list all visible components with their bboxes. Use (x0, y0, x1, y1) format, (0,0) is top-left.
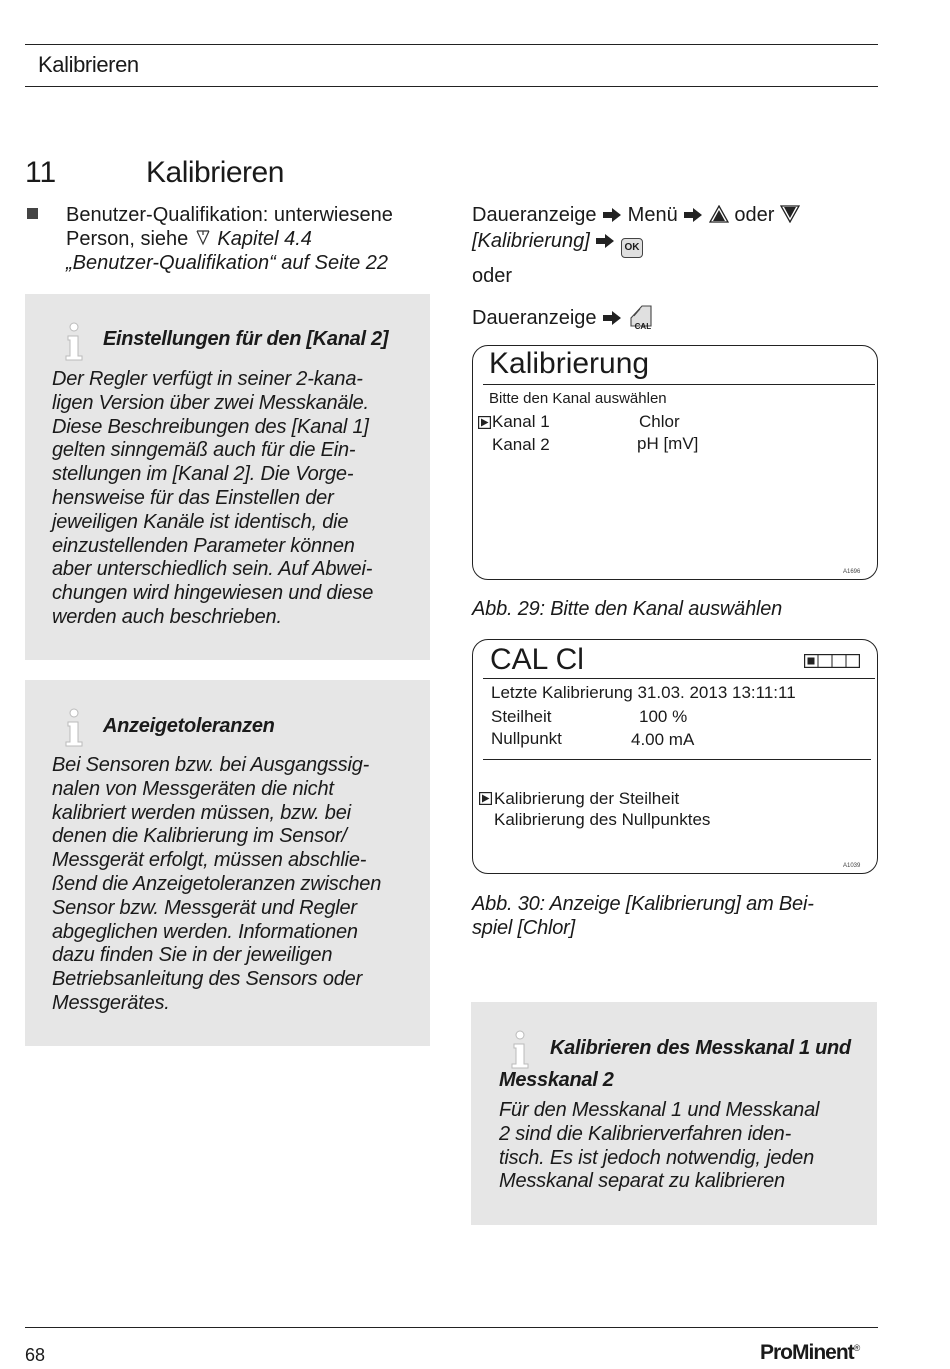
figure-code: A1696 (843, 569, 861, 575)
header-bottom-rule (25, 86, 878, 87)
figure-30-caption (472, 892, 814, 940)
nav-daueranzeige: Daueranzeige (472, 204, 597, 226)
info-icon (61, 322, 87, 362)
note-line: jeweiligen Kanäle ist identisch, die (52, 510, 349, 533)
note-box-measuring-channels (471, 1002, 877, 1225)
note-box-channel2 (25, 294, 430, 660)
nav-menu: Menü (627, 204, 678, 226)
note-body (52, 368, 422, 630)
down-key-icon (780, 205, 800, 229)
channel-2-label[interactable]: Kanal 2 (492, 435, 550, 454)
header-top-rule (25, 44, 878, 45)
qualification-block (66, 203, 436, 275)
brand-name: ProMinent (760, 1341, 854, 1364)
screen-prompt: Bitte den Kanal auswählen (489, 390, 667, 407)
note-title: Anzeigetoleranzen (103, 715, 275, 737)
note-line: chungen wird hingewiesen und diese (52, 582, 374, 605)
nav-or-line: oder (472, 265, 513, 287)
note-line: kalibriert werden müssen, bzw. bei (52, 801, 351, 824)
qualification-ref1[interactable]: Kapitel 4.4 (217, 228, 312, 250)
screen-divider (483, 384, 875, 385)
note-line: dazu finden Sie in der jeweiligen (52, 944, 333, 967)
note-line: Bei Sensoren bzw. bei Ausgangssig- (52, 754, 370, 776)
lcd-screen-calibration (472, 639, 878, 874)
screen-title: Kalibrierung (489, 347, 650, 380)
screen-divider (483, 759, 871, 760)
chapter-title: Kalibrieren (146, 156, 284, 189)
note-title-line2: Messkanal 2 (499, 1069, 614, 1091)
caption-line: Abb. 30: Anzeige [Kalibrierung] am Bei- (472, 893, 814, 915)
note-line: 2 sind die Kalibrierverfahren iden- (499, 1122, 792, 1145)
note-box-display-tolerances (25, 680, 430, 1046)
nav-or: oder (734, 204, 775, 226)
menu-calibrate-slope[interactable]: Kalibrierung der Steilheit (494, 789, 680, 808)
note-line: nalen von Messgeräten die nicht (52, 777, 334, 800)
slope-label: Steilheit (491, 707, 552, 726)
footer-rule (25, 1327, 878, 1328)
note-line: tisch. Es ist jedoch notwendig, jeden (499, 1146, 815, 1169)
note-line: aber unterschiedlich sein. Auf Abwei- (52, 558, 373, 581)
brand-logo (760, 1341, 859, 1365)
up-key-icon (709, 205, 729, 229)
note-line: ßend die Anzeigetoleranzen zwischen (52, 872, 382, 895)
note-line: einzustellenden Parameter können (52, 534, 355, 557)
arrow-right-icon (595, 231, 615, 255)
note-title: Einstellungen für den [Kanal 2] (103, 328, 389, 350)
info-icon (507, 1030, 533, 1070)
note-line: Messkanal separat zu kalibrieren (499, 1170, 785, 1193)
navigation-path (472, 203, 882, 258)
screen-divider (483, 678, 875, 679)
note-line: Messgerätes. (52, 991, 170, 1014)
chapter-number: 11 (25, 156, 57, 189)
qualification-line2: Person, siehe (66, 228, 189, 250)
channel-1-value: Chlor (639, 412, 680, 431)
navigation-path-2 (472, 304, 654, 332)
note-body (499, 1099, 869, 1194)
caption-line: spiel [Chlor] (472, 917, 575, 939)
note-line: Sensor bzw. Messgerät und Regler (52, 896, 357, 919)
zero-label: Nullpunkt (491, 729, 562, 748)
lcd-screen-channel-select (472, 345, 878, 580)
note-line: gelten sinngemäß auch für die Ein- (52, 439, 356, 462)
arrow-right-icon (602, 205, 622, 229)
cursor-triangle-icon (478, 416, 491, 429)
note-title: Kalibrieren des Messkanal 1 und (550, 1037, 851, 1059)
screen-title: CAL Cl (490, 643, 584, 676)
channel-2-value: pH [mV] (637, 434, 699, 453)
note-line: werden auch beschrieben. (52, 605, 282, 628)
cursor-triangle-icon (479, 792, 492, 805)
note-line: abgeglichen werden. Informationen (52, 920, 358, 943)
qualification-label: Benutzer-Qualifikation: (66, 204, 269, 226)
note-body (52, 754, 427, 1016)
note-line: Der Regler verfügt in seiner 2-kana- (52, 368, 363, 390)
note-line: Diese Beschreibungen des [Kanal 1] (52, 415, 369, 438)
qualification-ref2[interactable]: „Benutzer-Qualifikation“ auf Seite 22 (66, 252, 389, 274)
last-calibration: Letzte Kalibrierung 31.03. 2013 13:11:11 (491, 683, 796, 702)
note-line: Messgerät erfolgt, müssen abschlie- (52, 849, 367, 872)
arrow-right-icon (602, 308, 622, 332)
running-header: Kalibrieren (38, 52, 139, 77)
qualification-text: unterwiesene (273, 204, 393, 226)
figure-code: A1039 (843, 863, 861, 869)
bullet-square (27, 208, 38, 219)
ok-key-icon: OK (621, 238, 643, 258)
slope-value: 100 % (639, 707, 688, 726)
link-arrow-icon (194, 229, 212, 247)
note-line: denen die Kalibrierung im Sensor/ (52, 825, 347, 848)
note-line: stellungen im [Kanal 2]. Die Vorge- (52, 463, 354, 486)
note-line: hensweise für das Einstellen der (52, 486, 334, 509)
figure-29-caption: Abb. 29: Bitte den Kanal auswählen (472, 598, 783, 620)
registered-mark: ® (853, 1343, 860, 1353)
menu-calibrate-zero[interactable]: Kalibrierung des Nullpunktes (494, 810, 711, 829)
nav-daueranzeige-2: Daueranzeige (472, 307, 597, 329)
info-icon (61, 708, 87, 748)
arrow-right-icon (683, 205, 703, 229)
zero-value: 4.00 mA (631, 730, 695, 749)
cal-key-icon: CAL (628, 304, 654, 328)
page-number: 68 (25, 1345, 46, 1365)
note-line: ligen Version über zwei Messkanäle. (52, 391, 369, 414)
nav-kalibrierung: [Kalibrierung] (472, 230, 590, 252)
note-line: Betriebsanleitung des Sensors oder (52, 968, 363, 991)
channel-1-label[interactable]: Kanal 1 (492, 412, 550, 431)
progress-indicator (804, 654, 860, 668)
note-line: Für den Messkanal 1 und Messkanal (499, 1099, 820, 1121)
